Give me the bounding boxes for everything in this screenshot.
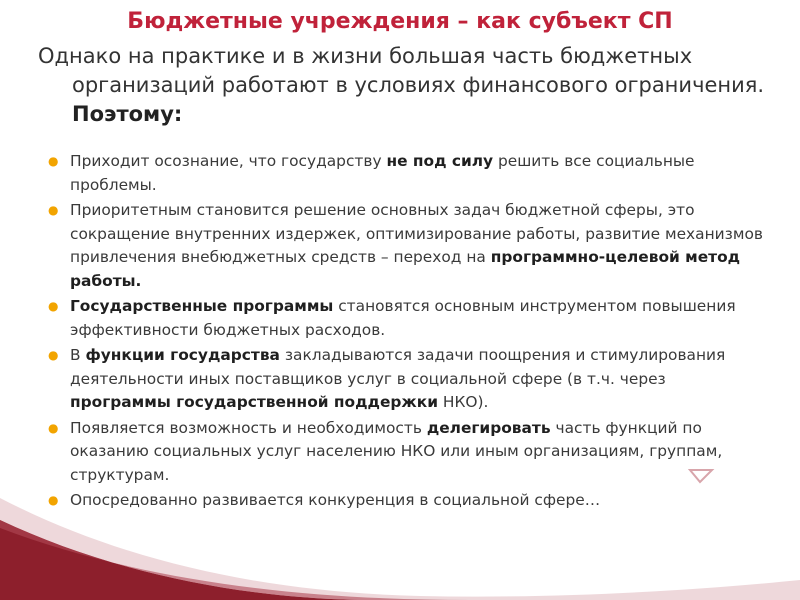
bullet-dot-icon: ● <box>48 420 59 435</box>
bullet-text: Приходит осознание, что государству <box>70 152 387 170</box>
bullet-bold-text: делегировать <box>426 418 551 437</box>
bullet-bold-text: программно-целевой метод работы. <box>70 248 741 290</box>
intro-text: Однако на практике и в жизни большая часть бюджетных организаций работают в условиях финансового ограничения. <box>38 44 765 97</box>
intro-bold: Поэтому: <box>72 102 183 126</box>
bullet-text: решить все социальные проблемы. <box>70 152 695 194</box>
bullet-dot-icon: ● <box>48 154 59 168</box>
bullet-text: В <box>70 346 86 364</box>
bullet-dot-icon: ● <box>48 203 59 217</box>
bullet-text: НКО). <box>437 393 489 411</box>
intro-paragraph <box>36 42 792 129</box>
bullet-item <box>48 489 768 513</box>
bullet-dot-icon: ● <box>48 493 59 507</box>
bullet-item <box>48 417 768 488</box>
bullet-bold-text: программы государственной поддержки <box>70 393 438 411</box>
bullet-bold-text: не под силу <box>386 152 494 170</box>
bullet-item <box>48 344 768 415</box>
bullet-item <box>48 295 768 342</box>
bullet-dot-icon: ● <box>48 299 59 313</box>
bullet-item <box>48 150 768 197</box>
bullet-text: Появляется возможность и необходимость <box>70 418 427 437</box>
bullet-dot-icon: ● <box>48 348 59 362</box>
bullet-text: Приоритетным становится решение основных задач бюджетной сферы, это сокращение внутренних издержек, оптимизирование работы, развитие механизмов привлечения внебюджетных средств – переход на <box>70 201 763 266</box>
bullet-text: часть функций по оказанию социальных услуг населению НКО или иным организациям, группам, структурам. <box>70 418 723 484</box>
bullet-item <box>48 199 768 293</box>
bullet-list <box>48 150 768 515</box>
bullet-bold-text: Государственные программы <box>70 297 334 315</box>
bullet-text: закладываются задачи поощрения и стимулирования деятельности иных поставщиков услуг в социальной сфере (в т.ч. через <box>70 346 726 388</box>
bullet-text: Опосредованно развивается конкуренция в социальной сфере… <box>70 491 601 509</box>
bullet-text: становятся основным инструментом повышения эффективности бюджетных расходов. <box>70 297 736 339</box>
bullet-bold-text: функции государства <box>85 346 280 364</box>
slide-title: Бюджетные учреждения – как субъект СП <box>127 9 673 34</box>
